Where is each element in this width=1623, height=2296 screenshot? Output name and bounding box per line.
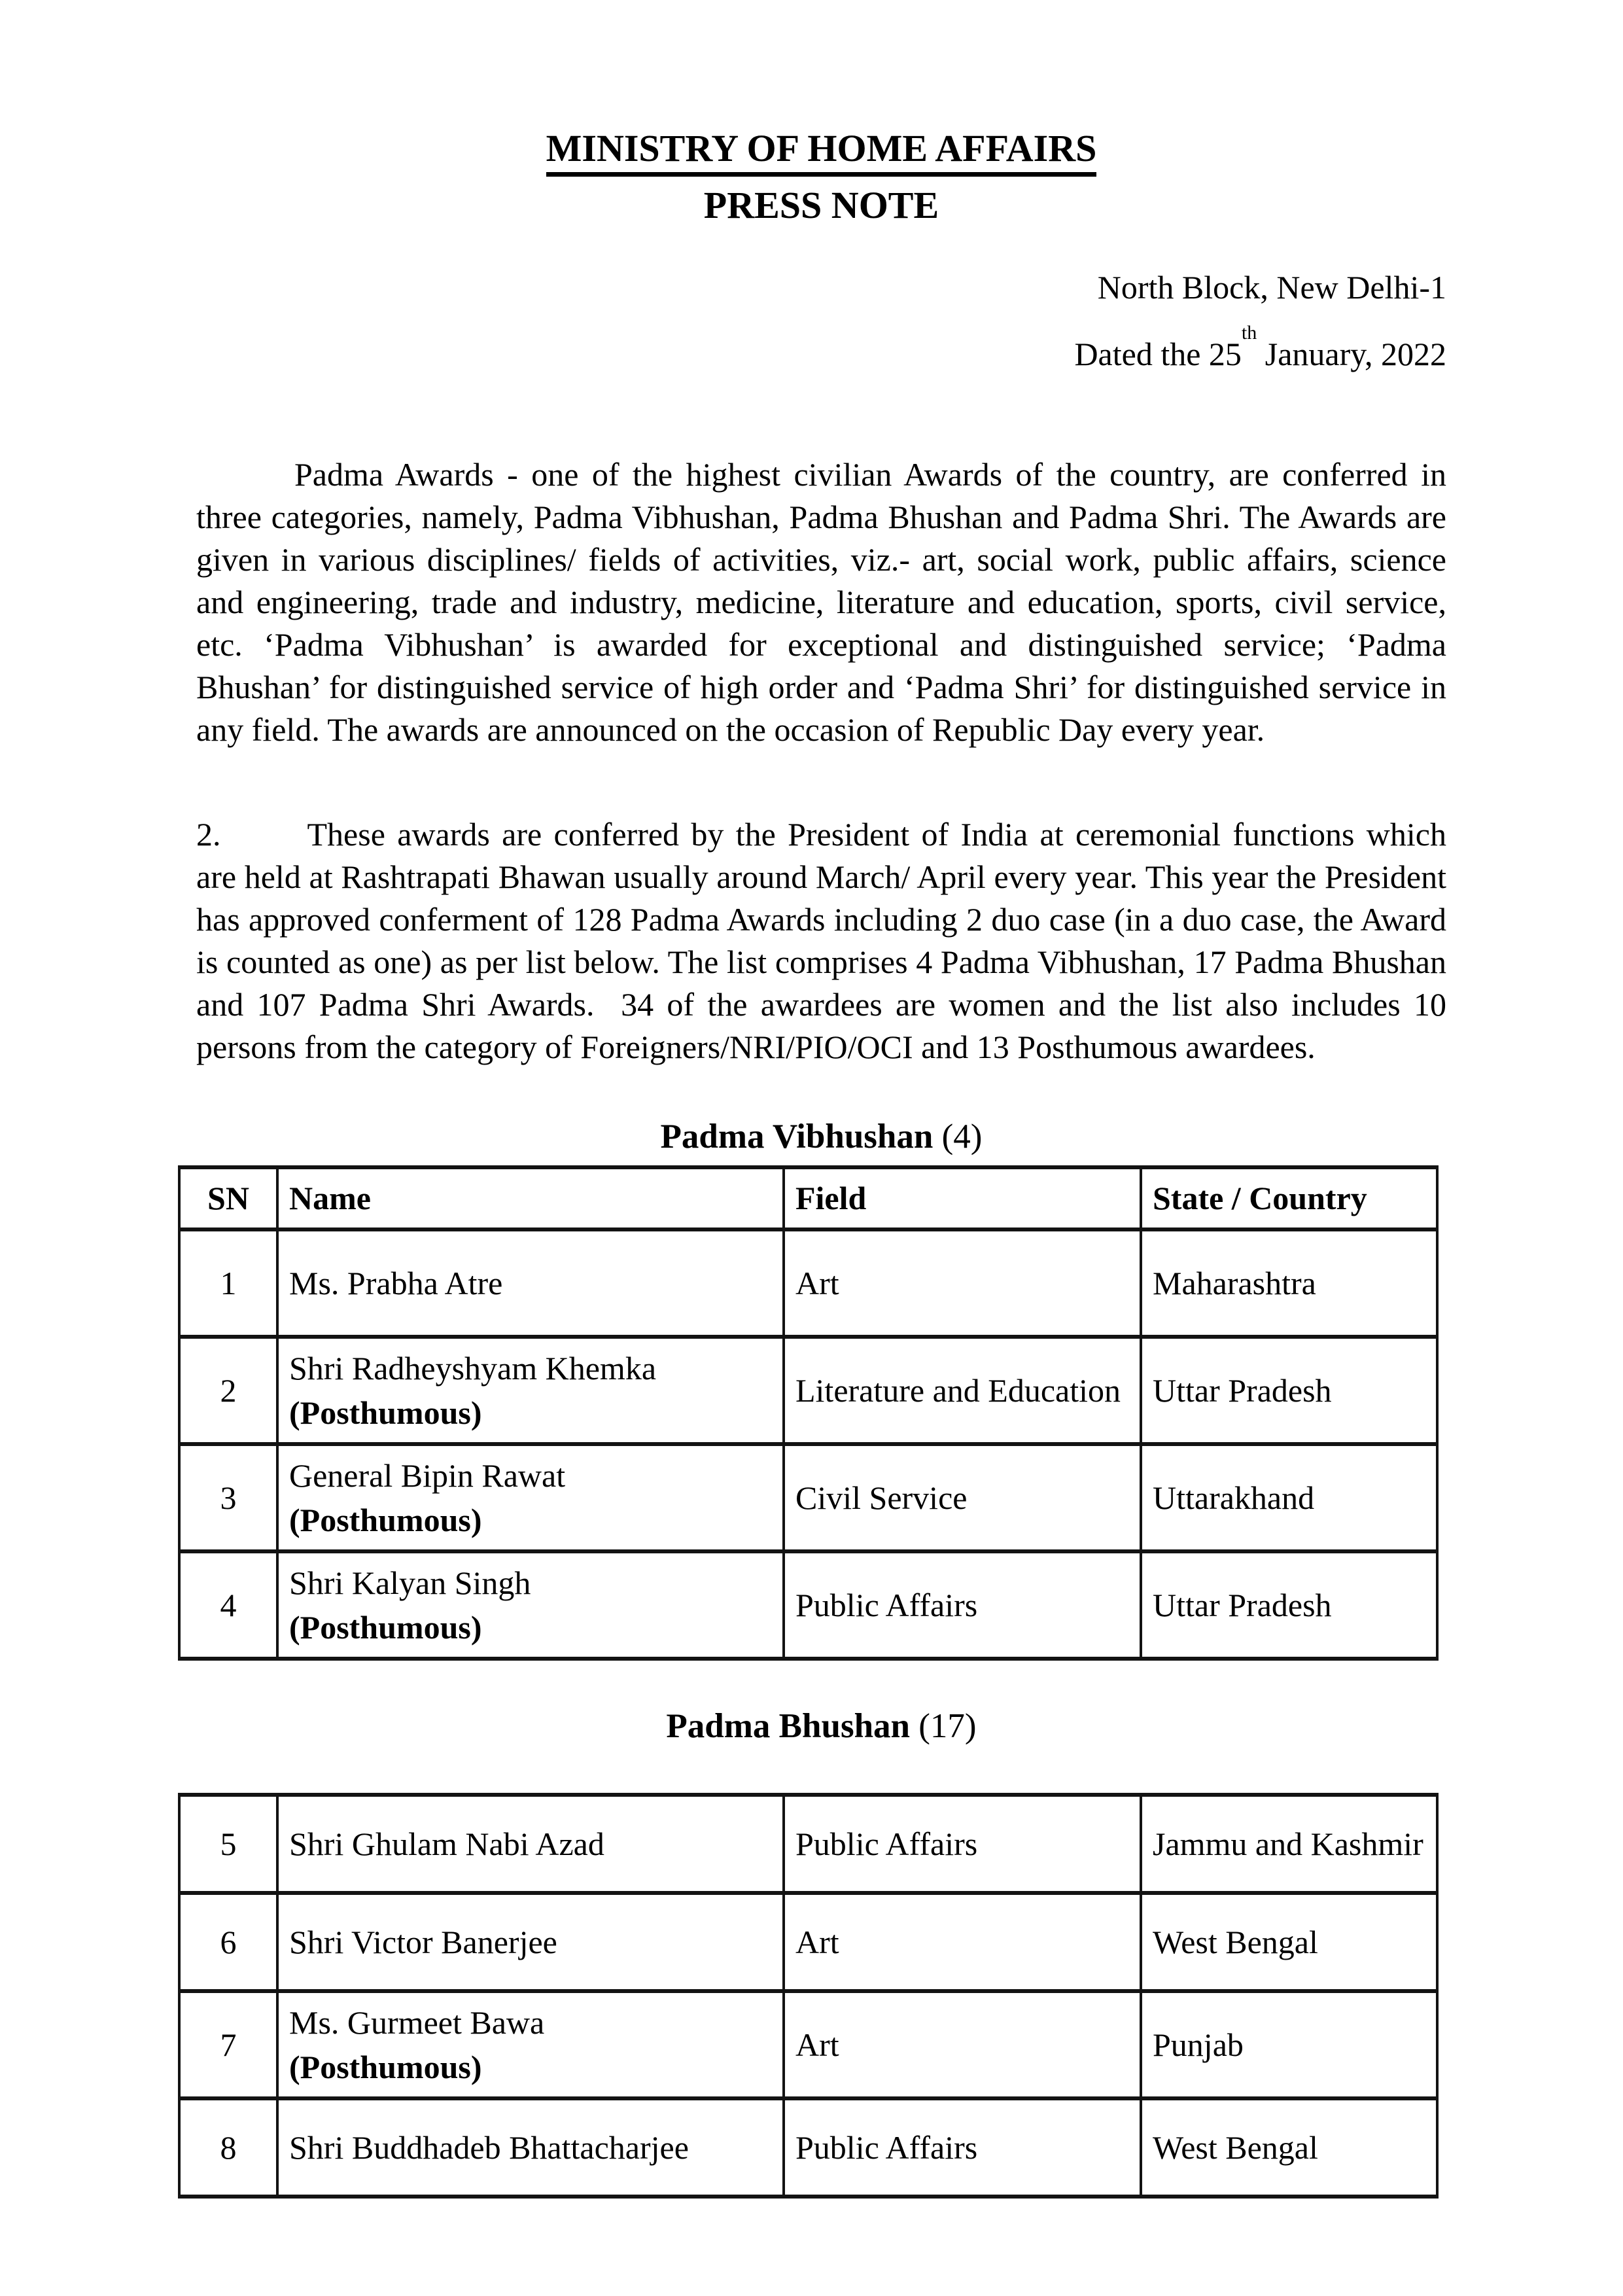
posthumous-label: (Posthumous): [289, 2048, 482, 2085]
table-row: [179, 1337, 1437, 1444]
header-cell-field: Field: [784, 1167, 1141, 1229]
header-cell-name: Name: [277, 1167, 784, 1229]
sn-cell: 2: [179, 1337, 277, 1444]
field-cell: Art: [784, 1229, 1141, 1337]
address-line: North Block, New Delhi-1: [1097, 268, 1446, 306]
awardee-name: Shri Radheyshyam Khemka: [289, 1349, 657, 1386]
awardee-name: General Bipin Rawat: [289, 1457, 566, 1494]
section-heading-padma-vibhushan: [196, 1117, 1446, 1156]
section-heading-count: (17): [918, 1706, 977, 1745]
posthumous-label: (Posthumous): [289, 1501, 482, 1538]
posthumous-label: (Posthumous): [289, 1394, 482, 1431]
sn-cell: 8: [179, 2098, 277, 2197]
header-cell-sn: SN: [179, 1167, 277, 1229]
state-cell: Maharashtra: [1141, 1229, 1437, 1337]
document-subtitle-text: PRESS NOTE: [703, 183, 939, 226]
header-cell-state: State / Country: [1141, 1167, 1437, 1229]
date-line: [196, 322, 1446, 374]
paragraph-two: [196, 813, 1446, 1069]
state-cell: Punjab: [1141, 1991, 1437, 2098]
table-row: [179, 1893, 1437, 1991]
table-row: [179, 1551, 1437, 1659]
table-row: [179, 1229, 1437, 1337]
sn-cell: 3: [179, 1444, 277, 1551]
sn-cell: 6: [179, 1893, 277, 1991]
table-row: [179, 1795, 1437, 1893]
field-cell: Public Affairs: [784, 2098, 1141, 2197]
date-superscript: th: [1241, 322, 1257, 344]
awardee-name: Shri Ghulam Nabi Azad: [289, 1825, 604, 1862]
section-heading-count: (4): [941, 1117, 983, 1156]
padma-bhushan-table: [178, 1793, 1439, 2199]
field-cell: Art: [784, 1893, 1141, 1991]
paragraph-intro: Padma Awards - one of the highest civilian Awards of the country, are conferred in three categories, namely, Padma Vibhushan, Padma Bhushan and Padma Shri. The Awards are given in various disciplines/ fields of activities, viz.- art, social work, public affairs, science and engineering, trade and industry, medicine, literature and education, sports, civil service, etc. ‘Padma Vibhushan’ is awarded for exceptional and distinguished service; ‘Padma Bhushan’ for distinguished service of high order and ‘Padma Shri’ for distinguished service in any field. The awards are announced on the occasion of Republic Day every year.: [196, 455, 1446, 748]
awardee-name: Ms. Prabha Atre: [289, 1264, 503, 1301]
name-cell: [277, 2098, 784, 2197]
document-title: [196, 128, 1446, 177]
table-row: [179, 2098, 1437, 2197]
section-heading-padma-bhushan: [196, 1706, 1446, 1746]
field-cell: Public Affairs: [784, 1795, 1141, 1893]
field-cell: Civil Service: [784, 1444, 1141, 1551]
state-cell: Uttar Pradesh: [1141, 1337, 1437, 1444]
name-cell: [277, 1229, 784, 1337]
name-cell: [277, 1795, 784, 1893]
state-cell: Uttarakhand: [1141, 1444, 1437, 1551]
field-cell: Public Affairs: [784, 1551, 1141, 1659]
sn-cell: 4: [179, 1551, 277, 1659]
table-row: [179, 1444, 1437, 1551]
name-cell: [277, 1551, 784, 1659]
paragraph-two-text: These awards are conferred by the President of India at ceremonial functions which are held at Rashtrapati Bhawan usually around March/ April every year. This year the President has approved conferment of 128 Padma Awards including 2 duo case (in a duo case, the Award is counted as one) as per list below. The list comprises 4 Padma Vibhushan, 17 Padma Bhushan and 107 Padma Shri Awards. 34 of the awardees are women and the list also includes 10 persons from the category of Foreigners/NRI/PIO/OCI and 13 Posthumous awardees.: [196, 815, 1446, 1065]
field-cell: Literature and Education: [784, 1337, 1141, 1444]
paragraph-two-number: 2.: [196, 815, 221, 853]
sn-cell: 7: [179, 1991, 277, 2098]
date-prefix: Dated the 25: [1074, 335, 1242, 372]
table-header-row: [179, 1167, 1437, 1229]
name-cell: [277, 1893, 784, 1991]
name-cell: [277, 1337, 784, 1444]
awardee-name: Shri Buddhadeb Bhattacharjee: [289, 2128, 689, 2166]
state-cell: West Bengal: [1141, 2098, 1437, 2197]
state-cell: Jammu and Kashmir: [1141, 1795, 1437, 1893]
page-content: [196, 0, 1446, 2199]
awardee-name: Shri Kalyan Singh: [289, 1564, 531, 1601]
name-cell: [277, 1991, 784, 2098]
document-subtitle: [196, 185, 1446, 227]
field-cell: Art: [784, 1991, 1141, 2098]
awardee-name: Shri Victor Banerjee: [289, 1923, 557, 1960]
posthumous-label: (Posthumous): [289, 1608, 482, 1646]
awardee-name: Ms. Gurmeet Bawa: [289, 2004, 545, 2041]
document-title-text: MINISTRY OF HOME AFFAIRS: [546, 128, 1097, 177]
sn-cell: 1: [179, 1229, 277, 1337]
sn-cell: 5: [179, 1795, 277, 1893]
table-row: [179, 1991, 1437, 2098]
section-heading-bold: Padma Bhushan: [666, 1706, 911, 1745]
padma-vibhushan-table: [178, 1165, 1439, 1661]
state-cell: Uttar Pradesh: [1141, 1551, 1437, 1659]
state-cell: West Bengal: [1141, 1893, 1437, 1991]
section-heading-bold: Padma Vibhushan: [660, 1117, 934, 1156]
date-suffix: January, 2022: [1257, 335, 1446, 372]
name-cell: [277, 1444, 784, 1551]
